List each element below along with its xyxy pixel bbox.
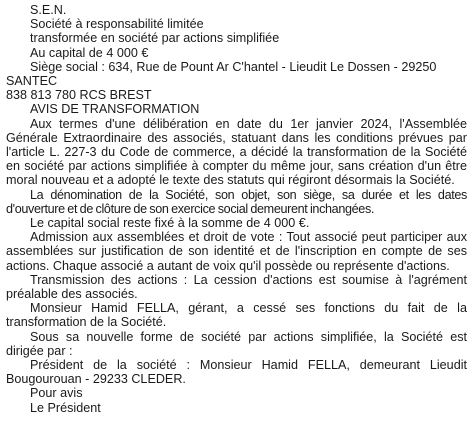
- registry-number: 838 813 780 RCS BREST: [6, 88, 152, 103]
- paragraph-new-form: Sous sa nouvelle forme de société par actions simplifiée, la Société est dirigée par :: [6, 329, 467, 358]
- paragraph-deliberation: Aux termes d'une délibération en date du 1er janvier 2024, l'Assemblée Générale Extraordinaire des associés, statuant dans les conditions prévues par l'article L. 227-3 du Code de commerce, a décidé la transformation de la Société en société par actions simplifiée à compter du même jour, sans création d'un être moral nouveau et a adopté le texte des statuts qui régiront désormais la Société.: [6, 116, 467, 188]
- paragraph-share-transfer: Transmission des actions : La cession d'actions est soumise à l'agrément préalable des associés.: [6, 272, 467, 302]
- paragraph-president: Président de la société : Monsieur Hamid FELLA, demeurant Lieudit Bougourouan - 29233 CLEDER.: [6, 358, 467, 387]
- notice-heading: AVIS DE TRANSFORMATION: [30, 102, 200, 117]
- paragraph-voting: Admission aux assemblées et droit de vote : Tout associé peut participer aux assemblées sur justification de son identité et de l'inscription en compte de ses actions. Chaque associé a autant de voix qu'il possède ou représente d'actions.: [6, 230, 467, 273]
- paragraph-capital: Le capital social reste fixé à la somme de 4 000 €.: [30, 216, 310, 231]
- registered-office: Siège social : 634, Rue de Pount Ar C'hantel - Lieudit Le Dossen - 29250 SANTEC: [6, 59, 437, 89]
- closing-line: Pour avis: [30, 386, 83, 401]
- signature-line: Le Président: [30, 400, 101, 415]
- capital-line: Au capital de 4 000 €: [30, 45, 149, 60]
- legal-form: Société à responsabilité limitée: [30, 17, 204, 32]
- paragraph-manager-ceased: Monsieur Hamid FELLA, gérant, a cessé ses fonctions du fait de la transformation de la Société.: [6, 301, 467, 330]
- transformation-line: transformée en société par actions simplifiée: [30, 31, 280, 46]
- paragraph-unchanged-items: La dénomination de la Société, son objet, son siège, sa durée et les dates d'ouverture et de clôture de son exercice social demeurent inchangées.: [6, 187, 467, 216]
- company-name: S.E.N.: [30, 3, 67, 17]
